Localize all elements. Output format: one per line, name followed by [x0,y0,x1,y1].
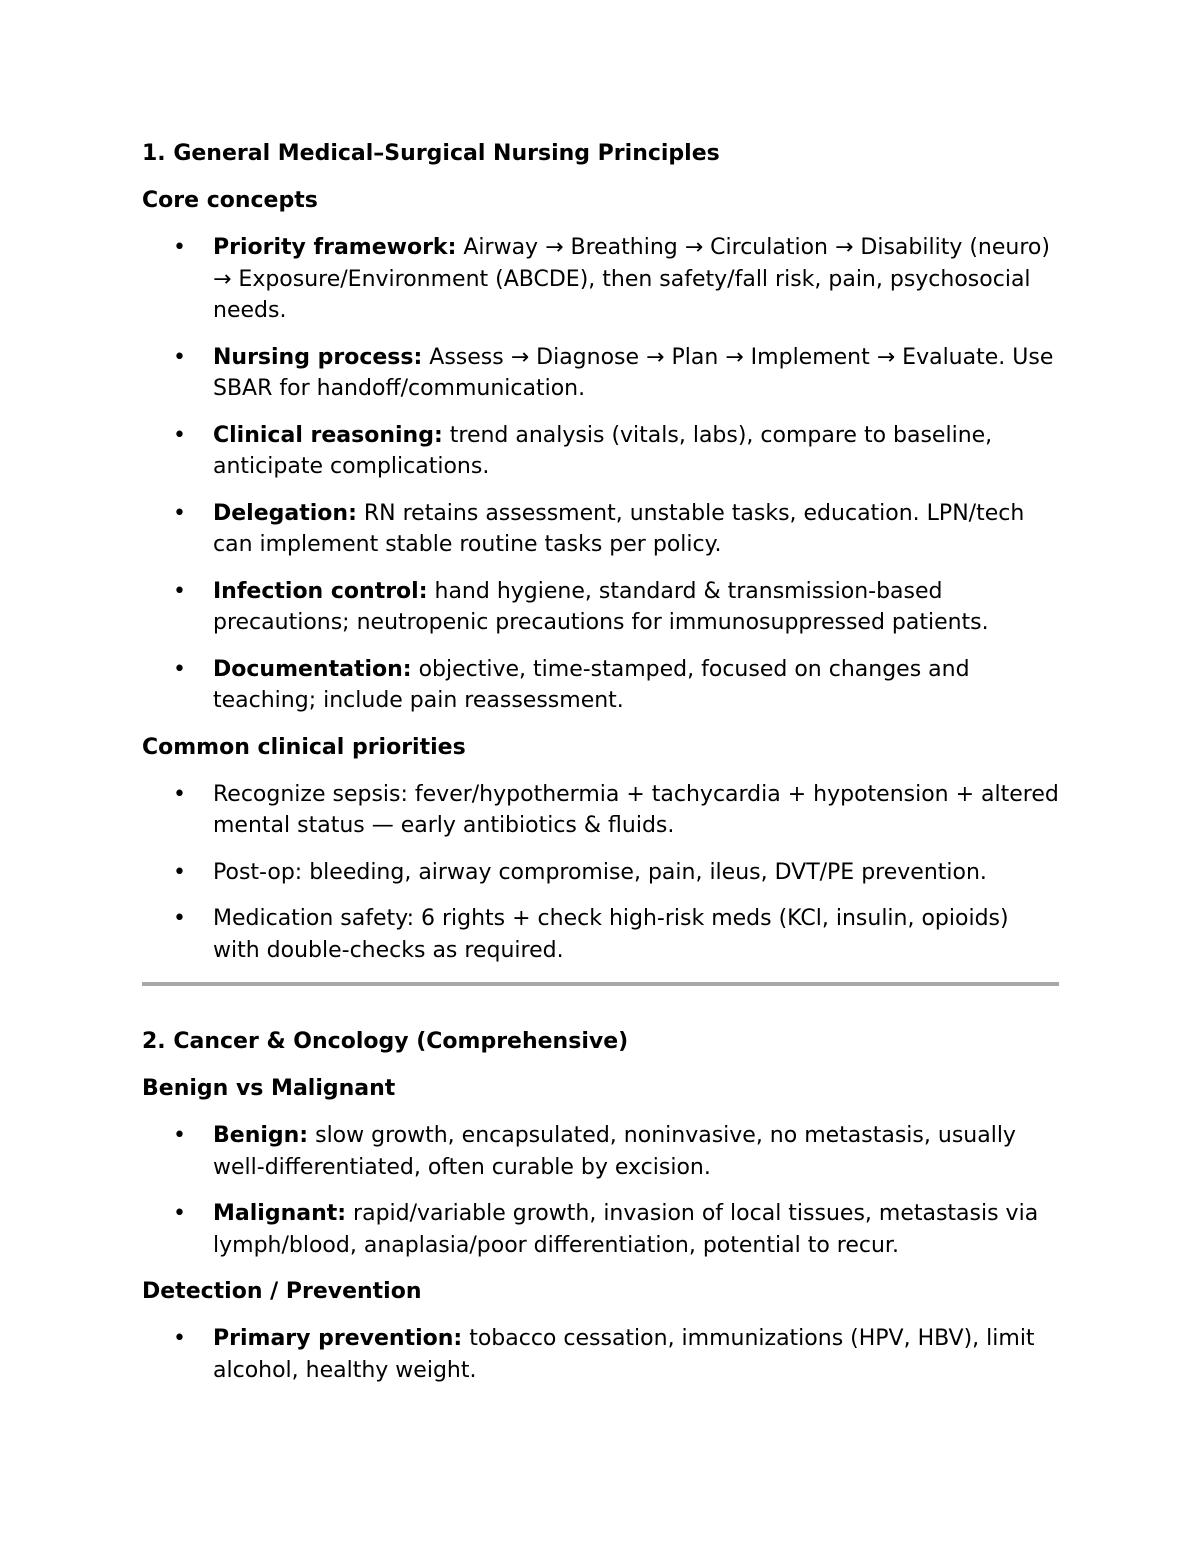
section-title: 1. General Medical–Surgical Nursing Principles [142,141,720,166]
core-concepts-list [142,232,1062,717]
bullet-icon: • [173,656,186,682]
bullet-icon: • [173,578,186,604]
item-label: Benign: [213,1123,309,1148]
item-text: Post-op: bleeding, airway compromise, pain, ileus, DVT/PE prevention. [213,859,987,885]
list-item [142,420,1062,483]
item-label: Malignant: [213,1201,347,1226]
list-item [142,779,1062,842]
bullet-icon: • [173,1201,186,1226]
list-item [142,903,1062,966]
sub-heading-clinical-priorities: Common clinical priorities [142,734,466,760]
item-text: slow growth, encapsulated, noninvasive, no metastasis, usually well-differentiated, often curable by excision. [213,1123,1016,1180]
bullet-icon: • [173,859,186,885]
horizontal-rule [142,982,1059,986]
item-text: RN retains assessment, unstable tasks, education. LPN/tech can implement stable routine tasks per policy. [213,500,1025,557]
bullet-icon: • [173,500,186,526]
list-item [142,654,1062,717]
bullet-icon: • [173,781,186,807]
bullet-icon: • [173,1123,186,1148]
list-item [142,857,1062,889]
item-text: rapid/variable growth, invasion of local tissues, metastasis via lymph/blood, anaplasia/poor differentiation, potential to recur. [213,1201,1039,1258]
sub-heading-detection-prevention: Detection / Prevention [142,1279,422,1304]
item-label: Clinical reasoning: [213,422,443,448]
item-text: Recognize sepsis: fever/hypothermia + tachycardia + hypotension + altered mental status — early antibiotics & fluids. [213,781,1059,838]
item-label: Infection control: [213,578,428,604]
item-label: Delegation: [213,500,357,526]
item-text: tobacco cessation, immunizations (HPV, HBV), limit alcohol, healthy weight. [213,1326,1035,1383]
benign-malignant-list [142,1120,1062,1261]
item-label: Nursing process: [213,344,423,370]
list-item [142,1120,1062,1183]
list-item [142,498,1062,561]
item-text: Medication safety: 6 rights + check high-risk meds (KCl, insulin, opioids) with double-checks as required. [213,906,1009,963]
bullet-icon: • [173,344,186,370]
item-text: trend analysis (vitals, labs), compare to baseline, anticipate complications. [213,422,993,479]
list-item [142,1198,1062,1261]
list-item [142,342,1062,405]
section-title: 2. Cancer & Oncology (Comprehensive) [142,1029,629,1054]
bullet-icon: • [173,422,186,448]
detection-prevention-list [142,1323,1062,1386]
item-text: Assess → Diagnose → Plan → Implement → Evaluate. Use SBAR for handoff/communication. [213,344,1054,401]
bullet-icon: • [173,906,186,931]
item-text: Airway → Breathing → Circulation → Disability (neuro) → Exposure/Environment (ABCDE), then safety/fall risk, pain, psychosocial needs. [213,235,1050,323]
item-text: hand hygiene, standard & transmission-based precautions; neutropenic precautions for immunosuppressed patients. [213,578,989,635]
sub-heading-benign-vs-malignant: Benign vs Malignant [142,1076,396,1101]
list-item [142,1323,1062,1386]
item-label: Priority framework: [213,235,457,260]
clinical-priorities-list [142,779,1062,967]
sub-heading-core-concepts: Core concepts [142,188,318,213]
bullet-icon: • [173,1326,186,1351]
item-label: Primary prevention: [213,1326,463,1351]
list-item [142,232,1062,327]
list-item [142,576,1062,639]
item-text: objective, time-stamped, focused on changes and teaching; include pain reassessment. [213,656,970,713]
bullet-icon: • [173,235,186,260]
item-label: Documentation: [213,656,412,682]
document-content [142,138,1062,1401]
